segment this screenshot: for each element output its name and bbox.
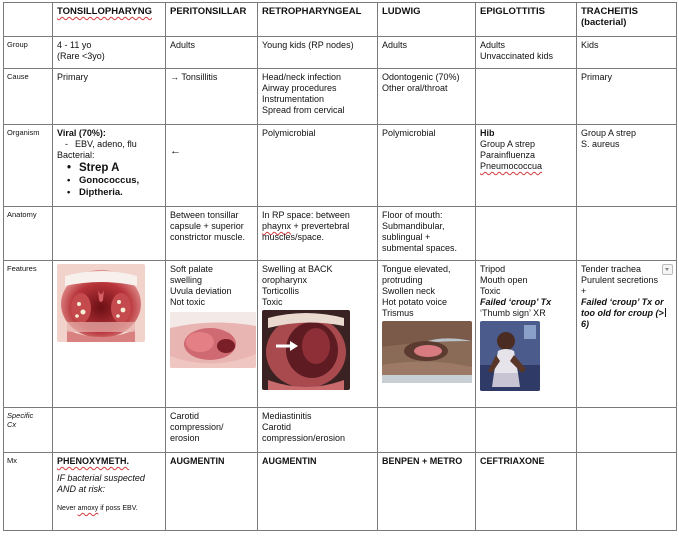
group-epi: Adults Unvaccinated kids bbox=[476, 37, 577, 69]
anatomy-trach bbox=[577, 207, 677, 261]
features-retro: Swelling at BACK oropharynx Torticollis Toxic bbox=[258, 261, 378, 408]
anatomy-peri: Between tonsillar capsule + superior constrictor muscle. bbox=[166, 207, 258, 261]
organism-trach: Group A strep S. aureus bbox=[577, 125, 677, 207]
group-peri: Adults bbox=[166, 37, 258, 69]
cause-trach: Primary bbox=[577, 69, 677, 125]
cause-peri: → Tonsillitis bbox=[166, 69, 258, 125]
row-label-group: Group bbox=[4, 37, 53, 69]
organism-ludwig: Polymicrobial bbox=[378, 125, 476, 207]
header-row bbox=[4, 3, 677, 37]
specific-epi bbox=[476, 408, 577, 453]
croup-differential-table bbox=[3, 2, 677, 531]
anatomy-ludwig: Floor of mouth: Submandibular, sublingual + submental spaces. bbox=[378, 207, 476, 261]
retropharyngeal-swelling-photo bbox=[262, 310, 350, 390]
header-tonsillopharyngitis: TONSILLOPHARYNG bbox=[53, 3, 166, 37]
specific-retro: Mediastinitis Carotid compression/erosion bbox=[258, 408, 378, 453]
header-peritonsillar: PERITONSILLAR bbox=[166, 3, 258, 37]
group-row bbox=[4, 37, 677, 69]
mx-ludwig: BENPEN + METRO bbox=[378, 453, 476, 531]
features-trach: Tender trachea Purulent secretions + Failed ‘croup’ Tx or too old for croup (>6) bbox=[577, 261, 677, 408]
row-label-anatomy: Anatomy bbox=[4, 207, 53, 261]
organism-row bbox=[4, 125, 677, 207]
row-label-specific-cx: Specific Cx bbox=[4, 408, 53, 453]
group-retro: Young kids (RP nodes) bbox=[258, 37, 378, 69]
cause-row bbox=[4, 69, 677, 125]
header-epiglottitis: EPIGLOTTITIS bbox=[476, 3, 577, 37]
ludwig-angina-photo bbox=[382, 321, 472, 383]
organism-tonsillo: Viral (70%): - EBV, adeno, flu Bacterial: • Strep A • Gonococcus, • Diptheria. bbox=[53, 125, 166, 207]
header-retropharyngeal: RETROPHARYNGEAL bbox=[258, 3, 378, 37]
row-label-cause: Cause bbox=[4, 69, 53, 125]
group-trach: Kids bbox=[577, 37, 677, 69]
features-row bbox=[4, 261, 677, 408]
features-peri: Soft palate swelling Uvula deviation Not toxic bbox=[166, 261, 258, 408]
cause-retro: Head/neck infection Airway procedures Instrumentation Spread from cervical bbox=[258, 69, 378, 125]
header-corner bbox=[4, 3, 53, 37]
cause-epi bbox=[476, 69, 577, 125]
group-tonsillo: 4 - 11 yo (Rare <3yo) bbox=[53, 37, 166, 69]
group-ludwig: Adults bbox=[378, 37, 476, 69]
features-epi: Tripod Mouth open Toxic Failed ‘croup’ Tx ‘Thumb sign’ XR bbox=[476, 261, 577, 408]
mx-epi: CEFTRIAXONE bbox=[476, 453, 577, 531]
specific-peri: Carotid compression/ erosion bbox=[166, 408, 258, 453]
features-ludwig: Tongue elevated, protruding Swollen neck Hot potato voice Trismus bbox=[378, 261, 476, 408]
mx-retro: AUGMENTIN bbox=[258, 453, 378, 531]
features-tonsillo bbox=[53, 261, 166, 408]
mx-row bbox=[4, 453, 677, 531]
row-label-features: Features bbox=[4, 261, 53, 408]
tripod-child-photo bbox=[480, 321, 540, 391]
dropdown-icon[interactable] bbox=[662, 264, 673, 275]
anatomy-retro: In RP space: between phaynx + prevertebral muscles/space. bbox=[258, 207, 378, 261]
organism-retro: Polymicrobial bbox=[258, 125, 378, 207]
anatomy-row bbox=[4, 207, 677, 261]
specific-cx-row bbox=[4, 408, 677, 453]
cause-tonsillo: Primary bbox=[53, 69, 166, 125]
mx-trach bbox=[577, 453, 677, 531]
left-arrow: ← bbox=[170, 145, 181, 157]
row-label-mx: Mx bbox=[4, 453, 53, 531]
specific-trach bbox=[577, 408, 677, 453]
specific-ludwig bbox=[378, 408, 476, 453]
row-label-organism: Organism bbox=[4, 125, 53, 207]
anatomy-tonsillo bbox=[53, 207, 166, 261]
organism-peri bbox=[166, 125, 258, 207]
mx-tonsillo: PHENOXYMETH. IF bacterial suspected AND at risk: Never amoxy if poss EBV. bbox=[53, 453, 166, 531]
specific-tonsillo bbox=[53, 408, 166, 453]
organism-epi: Hib Group A strep Parainfluenza Pneumococcua bbox=[476, 125, 577, 207]
header-tracheitis: TRACHEITIS (bacterial) bbox=[577, 3, 677, 37]
tonsillitis-throat-photo bbox=[57, 264, 145, 342]
anatomy-epi bbox=[476, 207, 577, 261]
cause-ludwig: Odontogenic (70%) Other oral/throat bbox=[378, 69, 476, 125]
header-ludwig: LUDWIG bbox=[378, 3, 476, 37]
mx-peri: AUGMENTIN bbox=[166, 453, 258, 531]
peritonsillar-abscess-photo bbox=[170, 312, 256, 368]
text-cursor bbox=[665, 308, 666, 317]
